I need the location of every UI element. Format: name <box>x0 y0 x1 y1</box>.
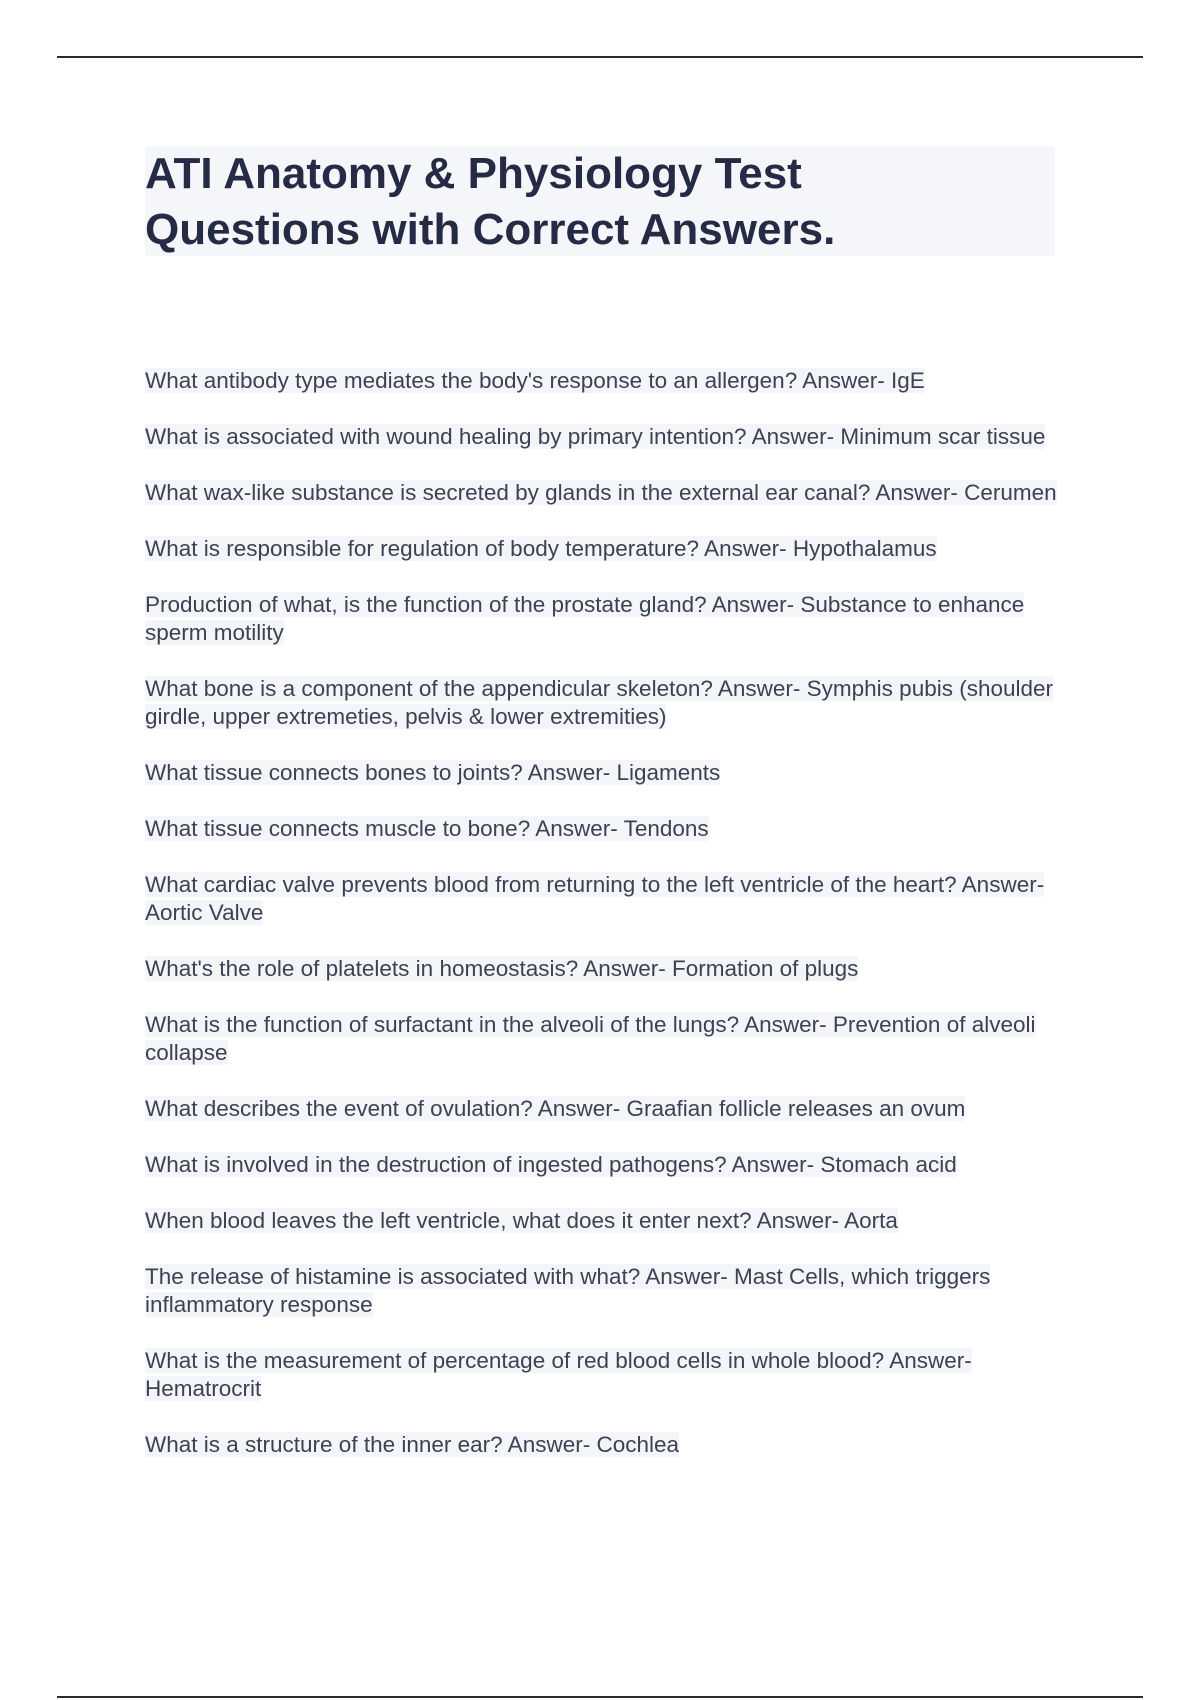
qa-text: When blood leaves the left ventricle, what does it enter next? Answer- Aorta <box>145 1208 898 1233</box>
qa-item-17 <box>145 1431 1065 1459</box>
qa-text: What is the function of surfactant in the alveoli of the lungs? Answer- Prevention of alveoli collapse <box>145 1012 1036 1065</box>
qa-text: What is responsible for regulation of body temperature? Answer- Hypothalamus <box>145 536 937 561</box>
qa-text: What is the measurement of percentage of red blood cells in whole blood? Answer- Hematrocrit <box>145 1348 972 1401</box>
qa-item-1 <box>145 367 1065 395</box>
qa-text: What's the role of platelets in homeostasis? Answer- Formation of plugs <box>145 956 859 981</box>
qa-item-13 <box>145 1151 1065 1179</box>
qa-text: What is a structure of the inner ear? Answer- Cochlea <box>145 1432 680 1457</box>
qa-text: Production of what, is the function of the prostate gland? Answer- Substance to enhance sperm motility <box>145 592 1025 645</box>
title-line-1: ATI Anatomy & Physiology Test <box>145 149 802 198</box>
qa-item-5 <box>145 591 1065 647</box>
qa-text: What is involved in the destruction of ingested pathogens? Answer- Stomach acid <box>145 1152 957 1177</box>
qa-text: What tissue connects bones to joints? Answer- Ligaments <box>145 760 721 785</box>
bottom-rule <box>57 1696 1143 1698</box>
qa-item-7 <box>145 759 1065 787</box>
qa-item-9 <box>145 871 1065 927</box>
qa-item-8 <box>145 815 1065 843</box>
top-rule <box>57 56 1143 58</box>
title-line-2: Questions with Correct Answers. <box>145 205 836 254</box>
question-answer-list <box>145 367 1065 1487</box>
qa-text: What wax-like substance is secreted by glands in the external ear canal? Answer- Cerumen <box>145 480 1057 505</box>
qa-item-4 <box>145 535 1065 563</box>
qa-item-2 <box>145 423 1065 451</box>
qa-item-6 <box>145 675 1065 731</box>
qa-text: What bone is a component of the appendicular skeleton? Answer- Symphis pubis (shoulder girdle, upper extremeties, pelvis & lower extremities) <box>145 676 1054 729</box>
document-title <box>145 146 1055 258</box>
qa-item-12 <box>145 1095 1065 1123</box>
qa-text: What is associated with wound healing by primary intention? Answer- Minimum scar tissue <box>145 424 1046 449</box>
qa-text: The release of histamine is associated with what? Answer- Mast Cells, which triggers inflammatory response <box>145 1264 991 1317</box>
title-block <box>145 146 1055 256</box>
qa-text: What describes the event of ovulation? Answer- Graafian follicle releases an ovum <box>145 1096 966 1121</box>
qa-item-3 <box>145 479 1065 507</box>
qa-text: What tissue connects muscle to bone? Answer- Tendons <box>145 816 709 841</box>
qa-item-16 <box>145 1347 1065 1403</box>
qa-item-11 <box>145 1011 1065 1067</box>
qa-item-14 <box>145 1207 1065 1235</box>
qa-item-15 <box>145 1263 1065 1319</box>
qa-text: What cardiac valve prevents blood from returning to the left ventricle of the heart? Answer- Aortic Valve <box>145 872 1045 925</box>
qa-item-10 <box>145 955 1065 983</box>
qa-text: What antibody type mediates the body's response to an allergen? Answer- IgE <box>145 368 925 393</box>
